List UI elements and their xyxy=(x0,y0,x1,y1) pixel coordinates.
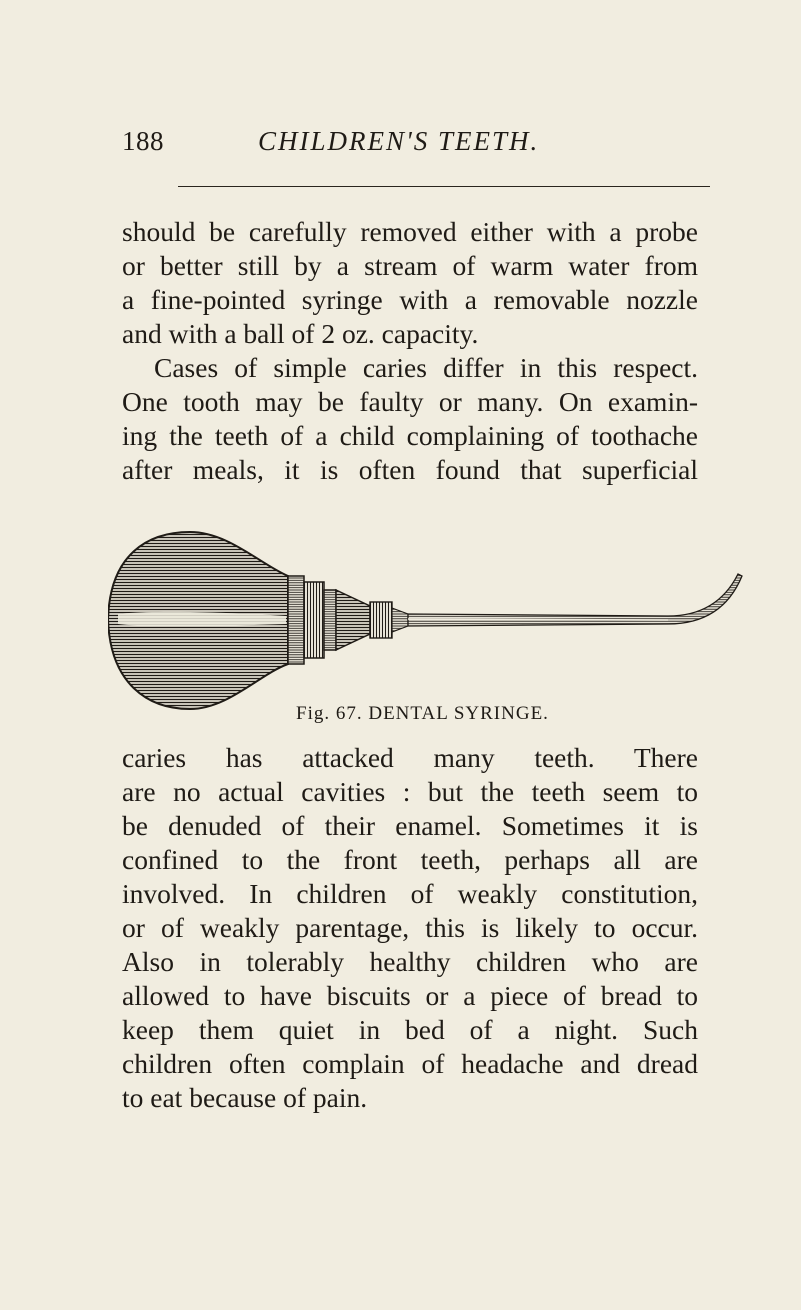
text-line: One tooth may be faulty or many. On examin- xyxy=(122,386,698,417)
text-line: keep them quiet in bed of a night. Such xyxy=(122,1014,698,1045)
text-line: caries has attacked many teeth. There xyxy=(122,742,698,773)
text-line: to eat because of pain. xyxy=(122,1082,368,1113)
text-line: confined to the front teeth, perhaps all are xyxy=(122,844,698,875)
text-line: ing the teeth of a child complaining of toothache xyxy=(122,420,698,451)
text-line: and with a ball of 2 oz. capacity. xyxy=(122,318,479,349)
text-line: should be carefully removed either with a probe xyxy=(122,216,698,247)
text-line: Cases of simple caries differ in this respect. xyxy=(154,352,698,383)
page-number: 188 xyxy=(122,126,164,156)
figure-caption: Fig. 67. DENTAL SYRINGE. xyxy=(296,703,549,724)
running-title: CHILDREN'S TEETH. xyxy=(258,126,540,156)
dental-syringe-icon xyxy=(108,524,748,719)
text-line: after meals, it is often found that superficial xyxy=(122,454,698,485)
text-line: children often complain of headache and dread xyxy=(122,1048,698,1079)
paragraph-bottom xyxy=(122,741,698,1115)
paragraph-top xyxy=(122,215,698,487)
text-line: allowed to have biscuits or a piece of bread to xyxy=(122,980,698,1011)
text-line: or of weakly parentage, this is likely to occur. xyxy=(122,912,698,943)
text-line: or better still by a stream of warm water from xyxy=(122,250,698,281)
text-line: a fine-pointed syringe with a removable nozzle xyxy=(122,284,698,315)
text-line: are no actual cavities : but the teeth seem to xyxy=(122,776,698,807)
text-line: Also in tolerably healthy children who are xyxy=(122,946,698,977)
header-rule xyxy=(178,186,710,187)
text-line: be denuded of their enamel. Sometimes it is xyxy=(122,810,698,841)
text-line: involved. In children of weakly constitution, xyxy=(122,878,698,909)
